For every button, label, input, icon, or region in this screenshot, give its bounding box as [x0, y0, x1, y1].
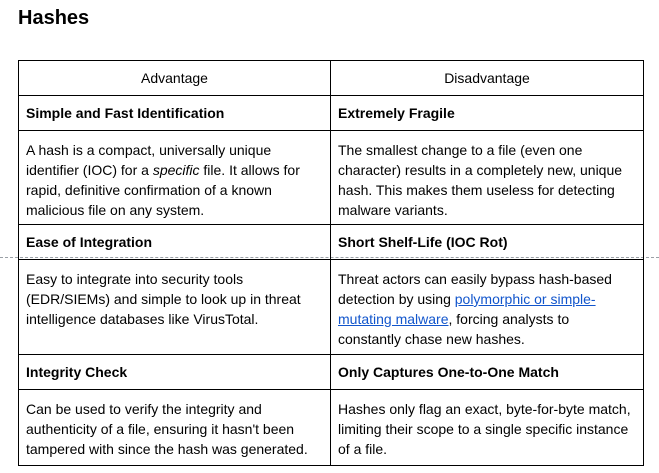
advantage-description — [19, 131, 331, 225]
advantage-title: Integrity Check — [19, 355, 331, 390]
disadvantage-description: Hashes only flag an exact, byte-for-byte match, limiting their scope to a single specific instance of a file. — [331, 390, 644, 466]
advantage-description: Can be used to verify the integrity and authenticity of a file, ensuring it hasn't been tampered with since the hash was generated. — [19, 390, 331, 466]
hashes-comparison-table — [18, 60, 644, 466]
header-advantage: Advantage — [19, 61, 331, 96]
disadvantage-text-before: Threat actors can easily bypass hash-based detection by using — [338, 271, 612, 307]
disadvantage-description — [331, 260, 644, 355]
table-row — [19, 390, 644, 466]
disadvantage-title: Short Shelf-Life (IOC Rot) — [331, 225, 644, 260]
advantage-title: Simple and Fast Identification — [19, 96, 331, 131]
polymorphic-malware-link[interactable]: polymorphic or simple-mutating malware — [338, 291, 596, 327]
disadvantage-title: Only Captures One-to-One Match — [331, 355, 644, 390]
advantage-text-emphasis: specific — [152, 162, 200, 178]
advantage-text-before: A hash is a compact, universally unique identifier (IOC) for a — [26, 142, 272, 178]
disadvantage-description: The smallest change to a file (even one character) results in a completely new, unique hash. This makes them useless for detecting malware variants. — [331, 131, 644, 225]
table-row — [19, 355, 644, 390]
table-row — [19, 96, 644, 131]
advantage-text-after: file. It allows for rapid, definitive confirmation of a known malicious file on any system. — [26, 162, 300, 218]
table-row — [19, 260, 644, 355]
page-title: Hashes — [18, 7, 90, 29]
advantage-title: Ease of Integration — [19, 225, 331, 260]
header-disadvantage: Disadvantage — [331, 61, 644, 96]
table-header-row — [19, 61, 644, 96]
table-row — [19, 131, 644, 225]
table-row — [19, 225, 644, 260]
disadvantage-title: Extremely Fragile — [331, 96, 644, 131]
advantage-description: Easy to integrate into security tools (EDR/SIEMs) and simple to look up in threat intelligence databases like VirusTotal. — [19, 260, 331, 355]
disadvantage-text-after: , forcing analysts to constantly chase new hashes. — [338, 311, 570, 347]
